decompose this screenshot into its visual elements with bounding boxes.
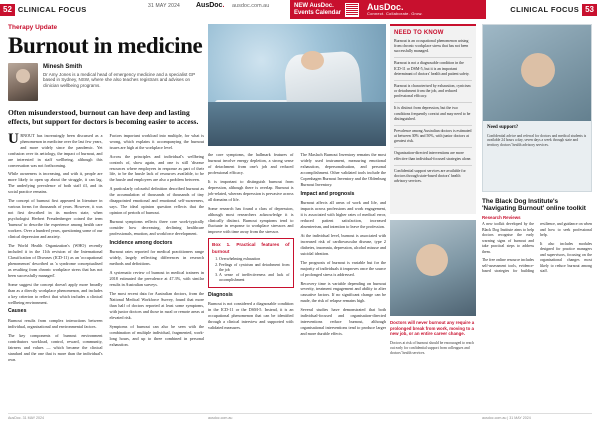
advert-image xyxy=(483,25,591,121)
footer-divider xyxy=(8,413,592,414)
list-item: Prevalence among Australian doctors is estimated at between 30% and 50%, with junior doctors at greatest risk. xyxy=(394,129,472,148)
promo-line-2: Events Calendar xyxy=(294,9,342,16)
box-list xyxy=(212,257,290,283)
body-paragraph: Symptoms of burnout can also be seen with the combination of multiple individual, fragmented, work-long hours, and up to three combined in personal exhaustion. xyxy=(109,323,204,347)
right-column-footer: ausdoc.com.au | 31 MAY 2024 xyxy=(482,416,531,420)
need-to-know-title: NEED TO KNOW xyxy=(394,30,444,36)
right-column xyxy=(482,24,592,420)
author-avatar xyxy=(8,63,38,101)
header-right-folio xyxy=(510,0,600,19)
body-paragraph: A systematic review of burnout in medical trainees in 2018 estimated the prevalence at 47.3%, with similar results in Australian surveys. xyxy=(109,270,204,288)
body-paragraph: It is important to distinguish burnout from depression, although there is overlap. Burnout is job-related, whereas depression is pervasive across all domains of life. xyxy=(208,178,294,202)
box-list-item: 1. Overwhelming exhaustion xyxy=(219,257,290,262)
box-list-item: 3. A sense of ineffectiveness and lack of accomplishment xyxy=(219,273,290,284)
body-paragraph: URNOUT has increasingly been discussed as a phenomenon in medicine over the last few years, and more widely since the pandemic. Yet confusion over its aetiology, the impact of burnout, and are interested in staff wellbeing, although this conversation was not forthcoming. xyxy=(8,130,103,168)
list-item: Burnout is an occupational phenomenon arising from chronic workplace stress that has not been successfully managed. xyxy=(394,39,472,58)
box-title: Box 1. Practical features of burnout xyxy=(212,242,290,254)
body-paragraph: At the individual level, burnout is associated with increased risk of cardiovascular disease, type 2 diabetes, insomnia, depression, alcohol misuse and suicidal ideation. xyxy=(300,232,386,256)
sidebar-story-subhead: Research Reviews xyxy=(482,215,521,221)
article-center-column xyxy=(208,24,386,420)
body-paragraph: Across the principles and individual's wellbeing controls of, show again, and one is still 'disease resources where employees in response as part of their life, to be the hassle lack of resources available, to be the hassle and employees are also a problem between. xyxy=(109,153,204,183)
body-paragraph: Several studies have demonstrated that both individual-focused and organisation-directed interventions reduce burnout, although organisational interventions tend to produce larger and more durable effects. xyxy=(300,307,386,337)
body-paragraph: the core symptoms, the hallmark features of burnout involve energy depletion, a strong sense of detachment from one's job and reduced professional efficacy. xyxy=(208,152,294,175)
left-column-footer: AusDoc. 31 MAY 2024 xyxy=(8,416,45,420)
sidebar-story-headline: The Black Dog Institute's 'Navigating Burnout' online toolkit xyxy=(482,198,586,213)
website-url: ausdoc.com.au xyxy=(232,3,270,9)
page-header xyxy=(0,0,600,19)
article-main xyxy=(8,24,204,420)
center-body xyxy=(208,152,386,418)
section-label-right: CLINICAL FOCUS xyxy=(510,5,580,14)
subhead-causes: Causes xyxy=(8,308,27,315)
body-paragraph: Burnout affects all areas of work and life, and impacts across professions and work engagement, it is associated with higher rates of medical error, reduced patient satisfaction, increased absenteeism, and intention to leave the profession. xyxy=(300,200,386,229)
events-calendar-promo[interactable] xyxy=(290,0,486,19)
box-list-item: 2. Feelings of cynicism and detachment from the job xyxy=(219,263,290,274)
body-paragraph: The concept of burnout first appeared in literature in various forms for thousands of years. However, it was not first described in its modern state, when psychologist Herbert Freudenberger coined the term 'burnout' to describe the experience among health care workers. Over a hundred years, questioning some of our clinical depression and anxiety. xyxy=(8,198,103,239)
advert-text: Confidential advice and referral for doctors and medical students is available 24 hours a day, seven days a week through state and territory doctors' health advisory services. xyxy=(487,133,587,148)
body-paragraph: It also includes modules designed for practice managers and supervisors, focusing on the organisational changes most likely to reduce burnout among staff. xyxy=(540,241,592,274)
hero-photo xyxy=(208,24,386,146)
folio-number-left: 52 xyxy=(0,4,15,16)
header-left-folio xyxy=(0,0,120,19)
qr-code-icon[interactable] xyxy=(345,3,359,17)
support-advert[interactable] xyxy=(482,24,592,192)
body-paragraph: The prognosis of burnout is variable but for the majority of individuals it improves once the source of prolonged stress is addressed. xyxy=(300,259,386,277)
body-paragraph: A particularly colourful definition described burnout as the accumulation of thousands of thousands of tiny disappointed emotional and emotional self-awareness, says. The ideal opinion question reflects that the opinion of periods of burnout. xyxy=(109,186,204,216)
list-item: Burnout is not a diagnosable condition in the ICD-11 or DSM-5, but it is an important determinant of doctors' health and patient safety. xyxy=(394,61,472,80)
article-standfirst: Often misunderstood, burnout can have deep and lasting effects, but support for doctors is becoming easier to access. xyxy=(8,108,199,127)
list-item: Confidential support services are available for doctors through state-based doctors' health advisory services. xyxy=(394,168,466,183)
secondary-photo xyxy=(390,220,476,316)
body-paragraph: The key components of burnout environment contributors workload, control, reward, community, fairness and values — which became the clinical standard and the one that is more than the individual's own. xyxy=(8,332,103,362)
subhead-incidence: Incidence among doctors xyxy=(109,240,173,246)
body-paragraph: Recovery time is variable depending on burnout severity, treatment engagement and ability to alter causative factors. If no significant change can be made, the risk of relapse remains high. xyxy=(300,280,386,304)
photo-head-shape xyxy=(301,51,324,71)
body-paragraph: The World Health Organization's (WHO) recently included it in the 11th revision of the International Classification of Diseases (ICD-11) as an 'occupational phenomenon' described as 'a syndrome conceptualised as resulting from chronic workplace stress that has not been successfully managed'. xyxy=(8,242,103,278)
byline xyxy=(8,63,204,101)
body-paragraph: The most recent data for Australian doctors, from the National Medical Workforce Survey, found that more than half of doctors reported at least some symptoms, with junior doctors and those in rural or remote areas at elevated risk. xyxy=(109,291,204,320)
subhead-impact: Impact and prognosis xyxy=(300,190,355,197)
page-title: Burnout in medicine xyxy=(8,33,203,58)
body-paragraph: Burnout symptoms reflects three core work-typically consider how decreasing, declining healthcare professionals, emotion, and workforce development. xyxy=(109,219,204,237)
section-label-left: CLINICAL FOCUS xyxy=(17,5,87,14)
issue-date: 31 MAY 2024 xyxy=(148,3,181,9)
list-item: Organisation-directed interventions are more effective than individual-focused strategies alone. xyxy=(394,151,472,165)
need-to-know-list xyxy=(394,39,472,187)
article-kicker: Therapy Update xyxy=(8,24,58,31)
center-column-footer: ausdoc.com.au xyxy=(208,416,233,420)
list-item: It is distinct from depression, but the two conditions frequently coexist and may need to be distinguished. xyxy=(394,106,472,125)
body-paragraph: The Maslach Burnout Inventory remains the most widely used instrument, measuring emotional exhaustion, depersonalisation, and personal accomplishment. Other validated tools include the Copenhagen Burnout Inventory and the Oldenburg Burnout Inventory. xyxy=(300,152,386,187)
author-role: Dr Amy Jones is a medical head of emergency medicine and a specialist GP based in Sydney, NSW, where she also teaches registrars and advises on clinician wellbeing programs. xyxy=(43,71,195,89)
body-paragraph: The free online resource includes self-assessment tools, evidence-based strategies for building resilience, and guidance on when and how to seek professional help. xyxy=(482,222,592,274)
folio-number-right: 53 xyxy=(582,4,597,16)
advert-title: Need support? xyxy=(487,125,519,130)
promo-brand-tagline: Connect. Collaborate. Grow. xyxy=(367,11,423,16)
box-burnout-features xyxy=(208,238,294,287)
body-paragraph: Some research has found a class of depression, although most researchers acknowledge it is clinically distinct. Burnout symptoms tend to fluctuate in response to workplace stressors and improve with time away from the stressor. xyxy=(208,205,294,235)
photo-floor-shape xyxy=(208,102,386,146)
need-to-know-panel xyxy=(390,24,476,214)
promo-line-1: NEW AusDoc. xyxy=(294,2,334,9)
list-item: Burnout is characterised by exhaustion, cynicism or detachment from the job, and reduced professional efficacy. xyxy=(394,84,472,103)
body-paragraph: A new toolkit developed by the Black Dog Institute aims to help doctors recognise the early warning signs of burnout and take practical steps to address them. xyxy=(482,222,534,254)
masthead: AusDoc. xyxy=(196,2,225,9)
promo-text xyxy=(290,3,341,17)
body-paragraph: Burnout results from complex interactions between individual, organisational and environmental factors. xyxy=(8,317,103,329)
pull-quote-caption: Doctors at risk of burnout should be encouraged to reach out early for confidential support from colleagues and doctors' health services. xyxy=(390,341,474,356)
promo-brand: AusDoc. Connect. Collaborate. Grow. xyxy=(367,2,423,16)
article-body xyxy=(8,130,204,427)
sidebar-story-body xyxy=(482,222,592,342)
body-paragraph: While awareness is increasing, and with it, people are more likely to open up about the struggle, it can lag. The underlying prevalence of both staff ill, and its social practice remains. xyxy=(8,171,103,195)
body-paragraph: Burnout is not considered a diagnosable condition in the ICD-11 or the DSM-5. Instead, it is an occupational phenomenon that can be identified through a clinical interview and supported with validated measures. xyxy=(208,301,294,330)
pull-quote: Doctors will never burnout any require a prolonged break from work, moving to a new job, or an entire career change. xyxy=(390,320,475,337)
pull-quote-strip xyxy=(390,220,476,420)
body-paragraph: Factors important workload into multiple, for what is wrong, which explains it accompanying the burnout issues are high at the workplace level. xyxy=(109,132,204,150)
sidebar-story xyxy=(482,198,592,342)
author-name: Minesh Smith xyxy=(43,64,83,70)
subhead-diagnosis: Diagnosis xyxy=(208,291,233,298)
body-paragraph: Burnout rates reported for medical practitioners range widely, largely reflecting differences in research methods and definitions. xyxy=(109,249,204,267)
body-paragraph: Some suggest the concept doesn't apply more broadly than as a directly workplace phenomenon, and includes a key criterion to reflect that which includes a clinical wellbeing environment. xyxy=(8,281,103,305)
advert-body xyxy=(483,121,591,152)
